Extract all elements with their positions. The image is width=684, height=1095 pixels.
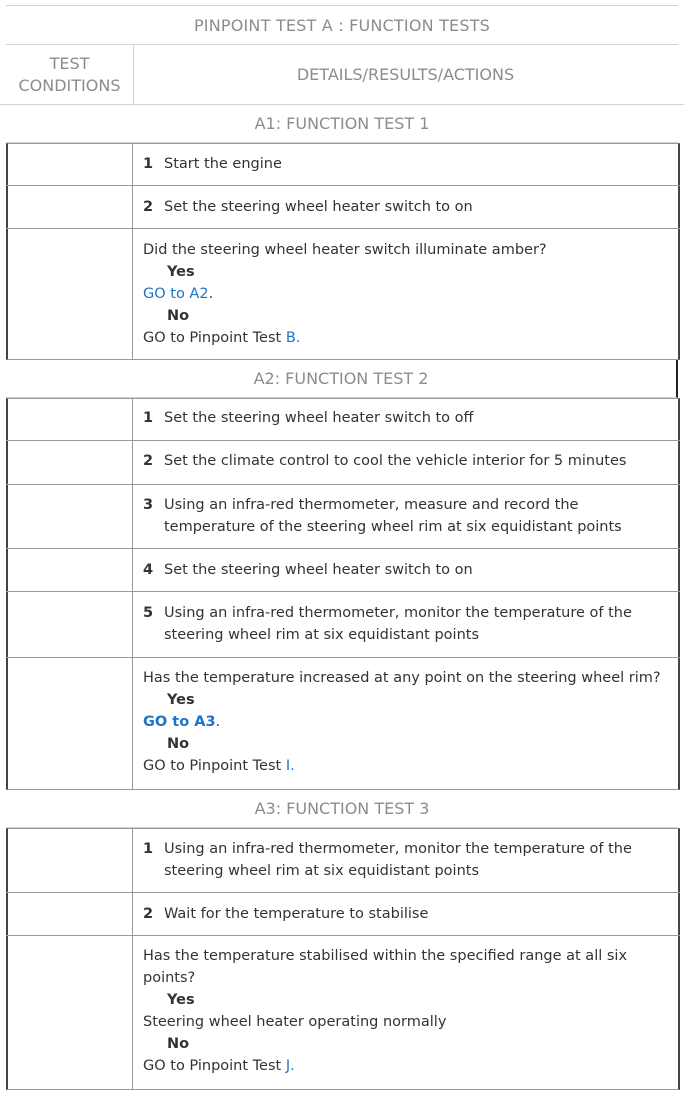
details-results-actions-header: DETAILS/RESULTS/ACTIONS [296, 65, 515, 84]
pinpoint-test-j-link[interactable]: J. [285, 1058, 295, 1074]
step-cell [143, 549, 672, 591]
step-cell [143, 893, 672, 935]
no-action-text: GO to Pinpoint Test [143, 758, 286, 774]
step-cell [143, 398, 672, 440]
table-row [6, 936, 680, 1090]
table-row [6, 828, 680, 893]
step-number: 2 [143, 906, 154, 922]
table-row [6, 186, 680, 229]
table-row [6, 441, 680, 485]
yes-label: Yes [167, 692, 195, 708]
step-text: Start the engine [164, 156, 282, 172]
punctuation: . [208, 286, 214, 302]
test-conditions-header [6, 45, 134, 104]
step-text: Using an infra-red thermometer, monitor the temperature of the steering wheel rim at six equidistant points [164, 841, 632, 879]
step-text: Set the steering wheel heater switch to off [164, 410, 474, 426]
step-cell [143, 186, 672, 228]
step-text: Set the steering wheel heater switch to on [164, 199, 473, 215]
step-text: Set the climate control to cool the vehicle interior for 5 minutes [164, 453, 627, 469]
section-header-a3 [6, 790, 678, 828]
step-text: Wait for the temperature to stabilise [164, 906, 429, 922]
section-title-a2: A2: FUNCTION TEST 2 [253, 369, 429, 388]
table-title-text: PINPOINT TEST A : FUNCTION TESTS [193, 15, 491, 35]
no-action-text: GO to Pinpoint Test [143, 330, 286, 346]
test-condition-cell [6, 229, 133, 360]
step-number: 1 [143, 156, 154, 172]
step-cell [143, 441, 672, 484]
section-header-a2 [6, 360, 678, 398]
question-text: Has the temperature increased at any point on the steering wheel rim? [143, 670, 661, 686]
step-number: 4 [143, 562, 154, 578]
step-text: Using an infra-red thermometer, measure and record the temperature of the steering wheel rim at six equidistant points [164, 497, 622, 535]
punctuation: . [215, 714, 221, 730]
test-condition-cell [6, 186, 133, 228]
test-condition-cell [6, 398, 133, 440]
step-number: 2 [143, 453, 154, 469]
step-cell [143, 485, 672, 548]
yes-action-text: Steering wheel heater operating normally [143, 1014, 447, 1030]
step-cell [143, 143, 672, 185]
question-cell [143, 936, 672, 1090]
table-row [6, 658, 680, 790]
test-conditions-line2: CONDITIONS [18, 75, 121, 95]
table-row [6, 893, 680, 936]
test-conditions-line1: TEST [49, 53, 90, 73]
test-condition-cell [6, 658, 133, 790]
table-row [6, 143, 680, 186]
column-headers [0, 45, 684, 105]
no-action-text: GO to Pinpoint Test [143, 1058, 286, 1074]
pinpoint-test-b-link[interactable]: B. [285, 330, 301, 346]
table-row [6, 229, 680, 360]
table-row [6, 592, 680, 658]
test-condition-cell [6, 485, 133, 548]
step-number: 1 [143, 410, 154, 426]
test-condition-cell [6, 893, 133, 935]
step-text: Using an infra-red thermometer, monitor the temperature of the steering wheel rim at six equidistant points [164, 605, 632, 643]
section-title-a3: A3: FUNCTION TEST 3 [254, 799, 430, 818]
step-number: 1 [143, 841, 154, 857]
question-text: Has the temperature stabilised within the specified range at all six points? [143, 948, 628, 986]
pinpoint-test-i-link[interactable]: I. [285, 758, 295, 774]
step-number: 2 [143, 199, 154, 215]
test-condition-cell [6, 592, 133, 657]
table-title [6, 5, 678, 45]
section-title-a1: A1: FUNCTION TEST 1 [254, 114, 430, 133]
no-label: No [167, 1036, 190, 1052]
no-label: No [167, 736, 190, 752]
table-row [6, 398, 680, 441]
table-row [6, 549, 680, 592]
yes-label: Yes [167, 264, 195, 280]
test-condition-cell [6, 828, 133, 892]
step-number: 3 [143, 497, 154, 513]
step-cell [143, 592, 672, 657]
step-number: 5 [143, 605, 154, 621]
step-text: Set the steering wheel heater switch to on [164, 562, 473, 578]
test-condition-cell [6, 936, 133, 1090]
step-cell [143, 828, 672, 892]
test-condition-cell [6, 143, 133, 185]
no-label: No [167, 308, 190, 324]
yes-label: Yes [167, 992, 195, 1008]
test-condition-cell [6, 549, 133, 591]
table-row [6, 485, 680, 549]
question-text: Did the steering wheel heater switch illuminate amber? [143, 242, 547, 258]
section-header-a1 [6, 105, 678, 143]
question-cell [143, 658, 672, 790]
question-cell [143, 229, 672, 360]
test-condition-cell [6, 441, 133, 484]
go-to-a2-link[interactable]: GO to A2 [143, 286, 209, 302]
go-to-a3-link[interactable]: GO to A3 [143, 714, 216, 730]
